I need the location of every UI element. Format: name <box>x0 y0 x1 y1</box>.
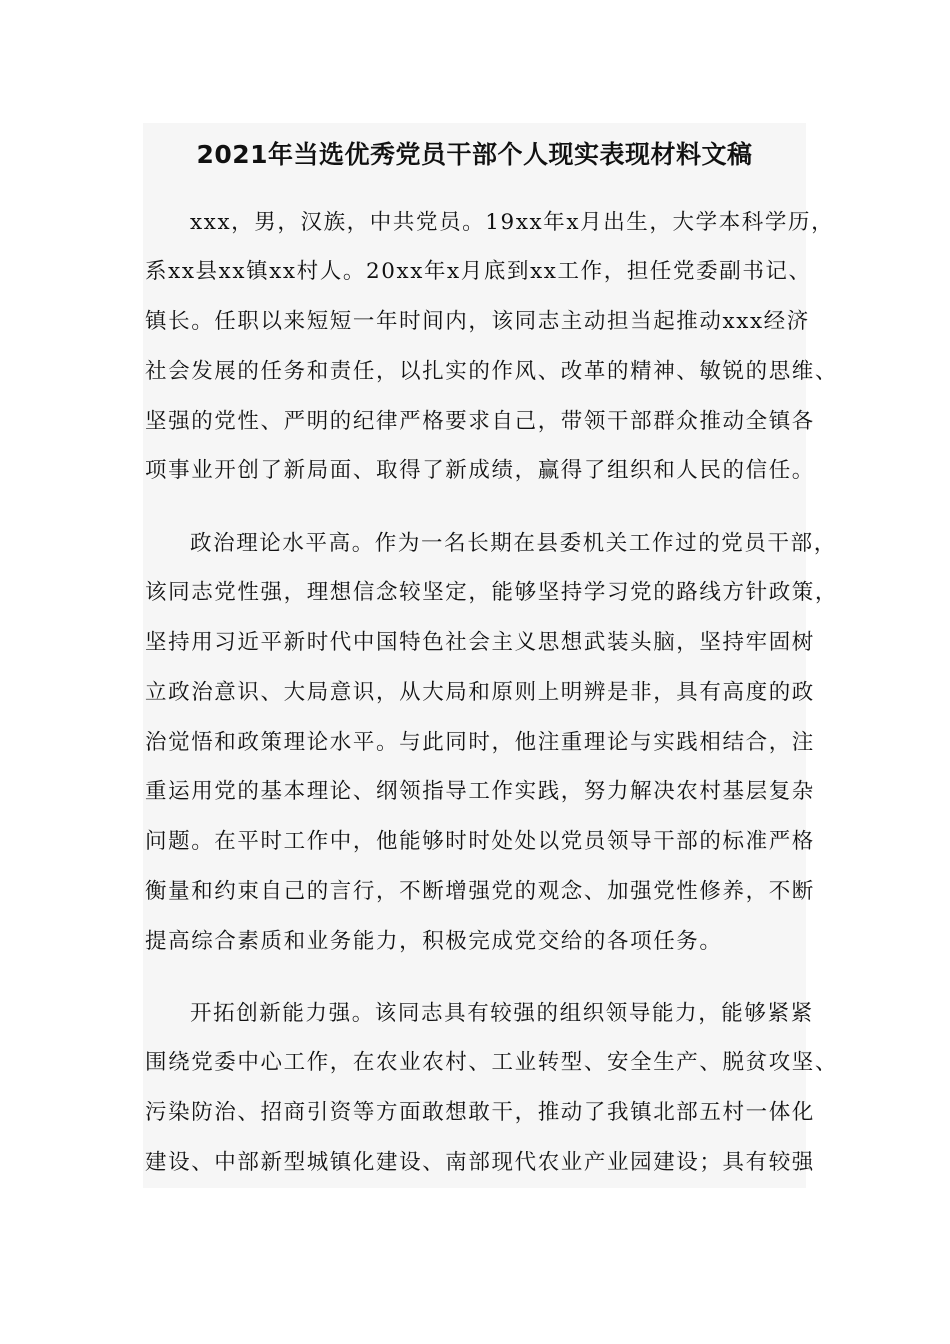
paragraph-line: 建设、中部新型城镇化建设、南部现代农业产业园建设；具有较强 <box>145 1150 815 1175</box>
paragraph-line: 治觉悟和政策理论水平。与此同时，他注重理论与实践相结合，注 <box>145 730 815 755</box>
paragraph-line: 提高综合素质和业务能力，积极完成党交给的各项任务。 <box>145 929 723 954</box>
paragraph-line: xxx，男，汉族，中共党员。19xx年x月出生，大学本科学历， <box>190 210 835 235</box>
paragraph-line: 坚强的党性、严明的纪律严格要求自己，带领干部群众推动全镇各 <box>145 409 815 434</box>
paragraph-line: 社会发展的任务和责任，以扎实的作风、改革的精神、敏锐的思维、 <box>145 359 839 384</box>
paragraph-line: 镇长。任职以来短短一年时间内，该同志主动担当起推动xxx经济 <box>145 309 810 334</box>
paragraph-line: 立政治意识、大局意识，从大局和原则上明辨是非，具有高度的政 <box>145 680 815 705</box>
document-page <box>143 123 839 1188</box>
paragraph-line: 该同志党性强，理想信念较坚定，能够坚持学习党的路线方针政策， <box>145 580 839 605</box>
paragraph-line: 重运用党的基本理论、纲领指导工作实践，努力解决农村基层复杂 <box>145 779 815 804</box>
paragraph-line: 坚持用习近平新时代中国特色社会主义思想武装头脑，坚持牢固树 <box>145 630 815 655</box>
paragraph-line: 衡量和约束自己的言行，不断增强党的观念、加强党性修养，不断 <box>145 879 815 904</box>
paragraph-line: 问题。在平时工作中，他能够时时处处以党员领导干部的标准严格 <box>145 829 815 854</box>
paragraph-line: 政治理论水平高。作为一名长期在县委机关工作过的党员干部， <box>190 531 837 556</box>
paragraph-line: 项事业开创了新局面、取得了新成绩，赢得了组织和人民的信任。 <box>145 458 815 483</box>
paragraph-line: 围绕党委中心工作，在农业农村、工业转型、安全生产、脱贫攻坚、 <box>145 1050 839 1075</box>
document-title: 2021年当选优秀党员干部个人现实表现材料文稿 <box>196 140 753 169</box>
paragraph-line: 污染防治、招商引资等方面敢想敢干，推动了我镇北部五村一体化 <box>145 1100 815 1125</box>
paragraph-line: 开拓创新能力强。该同志具有较强的组织领导能力，能够紧紧 <box>190 1001 814 1026</box>
paragraph-line: 系xx县xx镇xx村人。20xx年x月底到xx工作，担任党委副书记、 <box>145 259 812 284</box>
